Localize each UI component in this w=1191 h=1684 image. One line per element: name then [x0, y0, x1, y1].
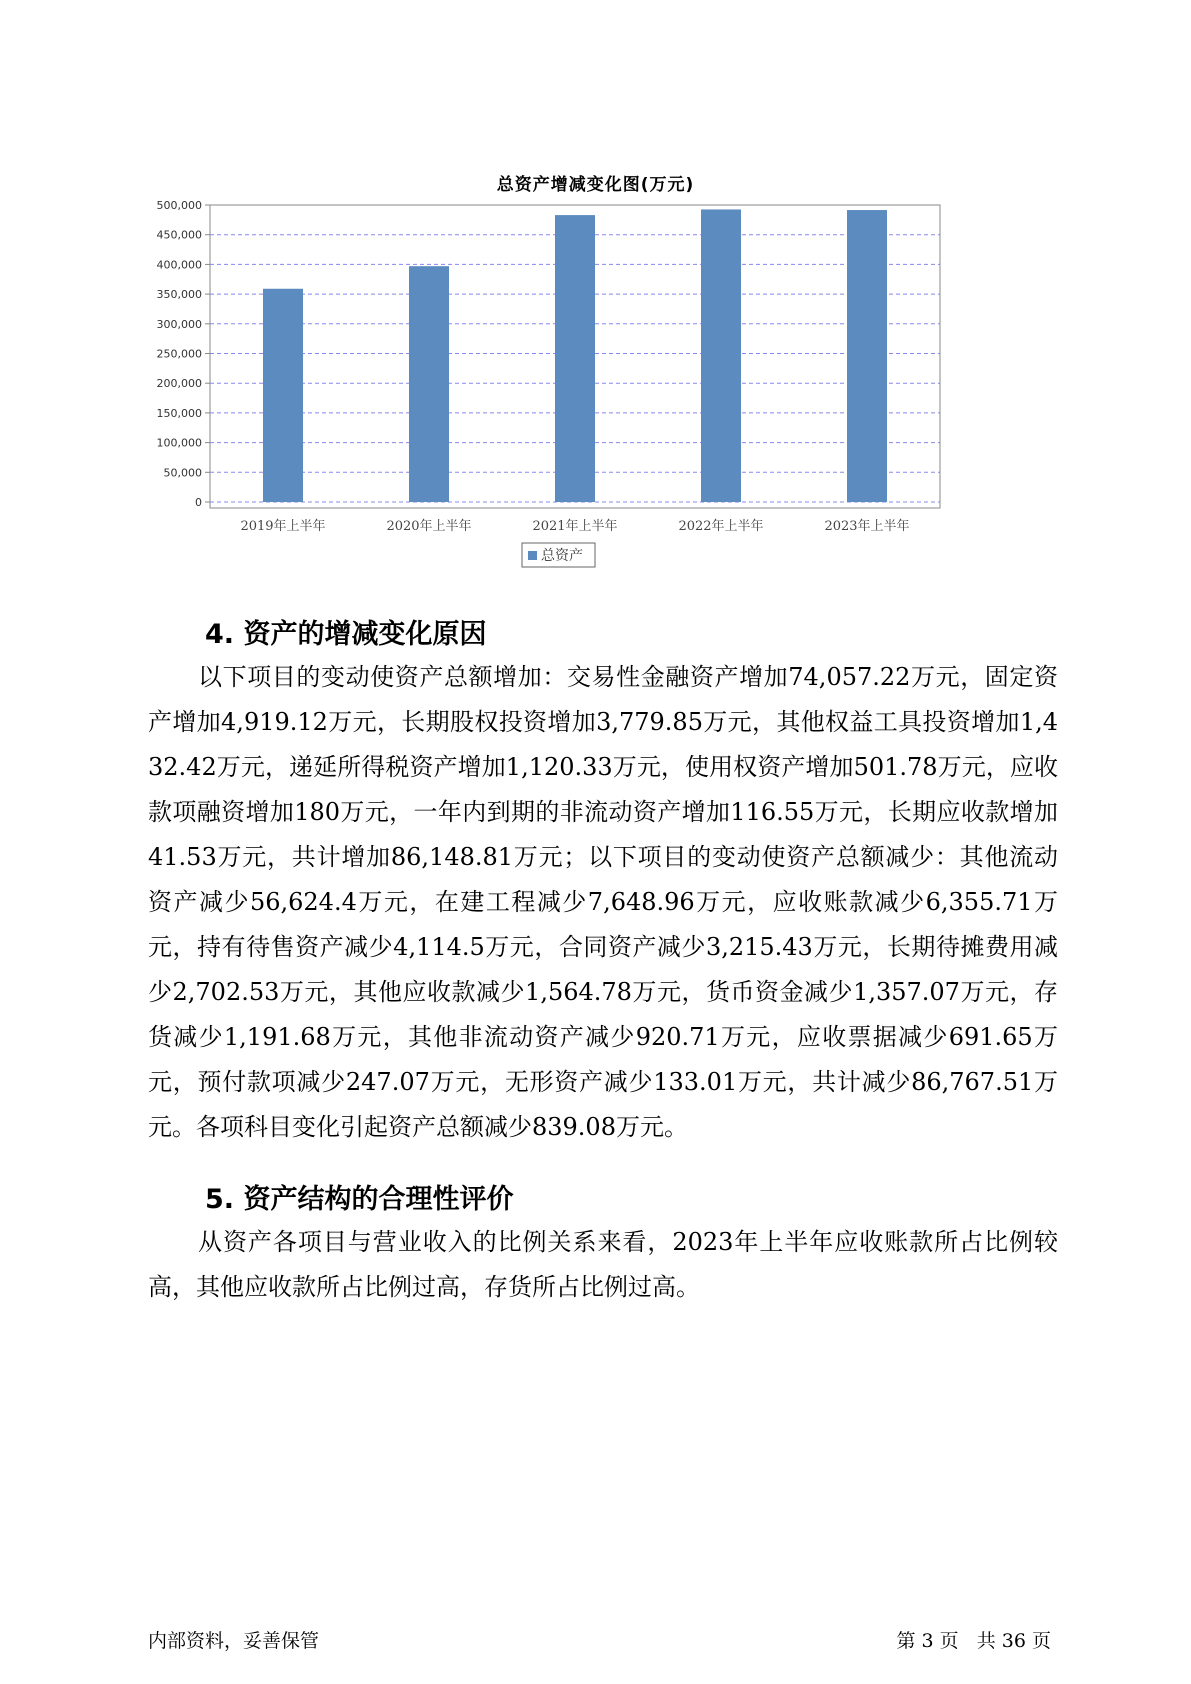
asset-bar-chart	[150, 200, 950, 580]
legend-swatch	[528, 551, 537, 560]
y-tick-label: 250,000	[156, 347, 202, 361]
y-tick-label: 450,000	[156, 228, 202, 242]
section-5-heading: 5. 资产结构的合理性评价	[205, 1184, 514, 1215]
chart-title: 总资产增减变化图(万元)	[496, 175, 695, 195]
section-4-paragraph: 以下项目的变动使资产总额增加：交易性金融资产增加74,057.22万元，固定资产增加4,919.12万元，长期股权投资增加3,779.85万元，其他权益工具投资增加1,432.42万元，递延所得税资产增加1,120.33万元，使用权资产增加501.78万元，应收款项融资增加180万元，一年内到期的非流动资产增加116.55万元，长期应收款增加41.53万元，共计增加86,148.81万元；以下项目的变动使资产总额减少：其他流动资产减少56,624.4万元，在建工程减少7,648.96万元，应收账款减少6,355.71万元，持有待售资产减少4,114.5万元，合同资产减少3,215.43万元，长期待摊费用减少2,702.53万元，其他应收款减少1,564.78万元，货币资金减少1,357.07万元，存货减少1,191.68万元，其他非流动资产减少920.71万元，应收票据减少691.65万元，预付款项减少247.07万元，无形资产减少133.01万元，共计减少86,767.51万元。各项科目变化引起资产总额减少839.08万元。	[148, 663, 1058, 1141]
bar	[409, 266, 449, 502]
section-5-paragraph: 从资产各项目与营业收入的比例关系来看，2023年上半年应收账款所占比例较高，其他应收款所占比例过高，存货所占比例过高。	[148, 1228, 1058, 1301]
y-tick-label: 0	[195, 496, 202, 509]
x-tick-label: 2022年上半年	[678, 519, 764, 534]
bar	[701, 209, 741, 502]
x-tick-label: 2023年上半年	[824, 519, 910, 534]
chart-bars	[263, 209, 887, 502]
legend-label: 总资产	[541, 548, 583, 564]
y-tick-label: 100,000	[156, 436, 202, 450]
section-4-heading: 4. 资产的增减变化原因	[205, 619, 487, 650]
bar	[263, 289, 303, 502]
y-tick-label: 150,000	[156, 406, 202, 420]
x-tick-label: 2021年上半年	[532, 519, 618, 534]
y-tick-label: 200,000	[156, 377, 202, 391]
y-tick-label: 50,000	[163, 466, 202, 480]
y-tick-label: 400,000	[156, 258, 202, 272]
y-tick-label: 300,000	[156, 317, 202, 331]
x-tick-label: 2019年上半年	[240, 519, 326, 534]
bar	[847, 210, 887, 502]
chart-y-tick-labels	[157, 200, 211, 509]
x-tick-label: 2020年上半年	[386, 519, 472, 534]
chart-x-tick-labels	[240, 518, 909, 534]
y-tick-label: 500,000	[156, 200, 202, 212]
chart-legend	[522, 543, 595, 567]
footer-page-number: 第 3 页 共 36 页	[896, 1630, 1051, 1652]
footer-confidential-note: 内部资料，妥善保管	[148, 1630, 320, 1652]
y-tick-label: 350,000	[156, 288, 202, 302]
bar	[555, 215, 595, 502]
